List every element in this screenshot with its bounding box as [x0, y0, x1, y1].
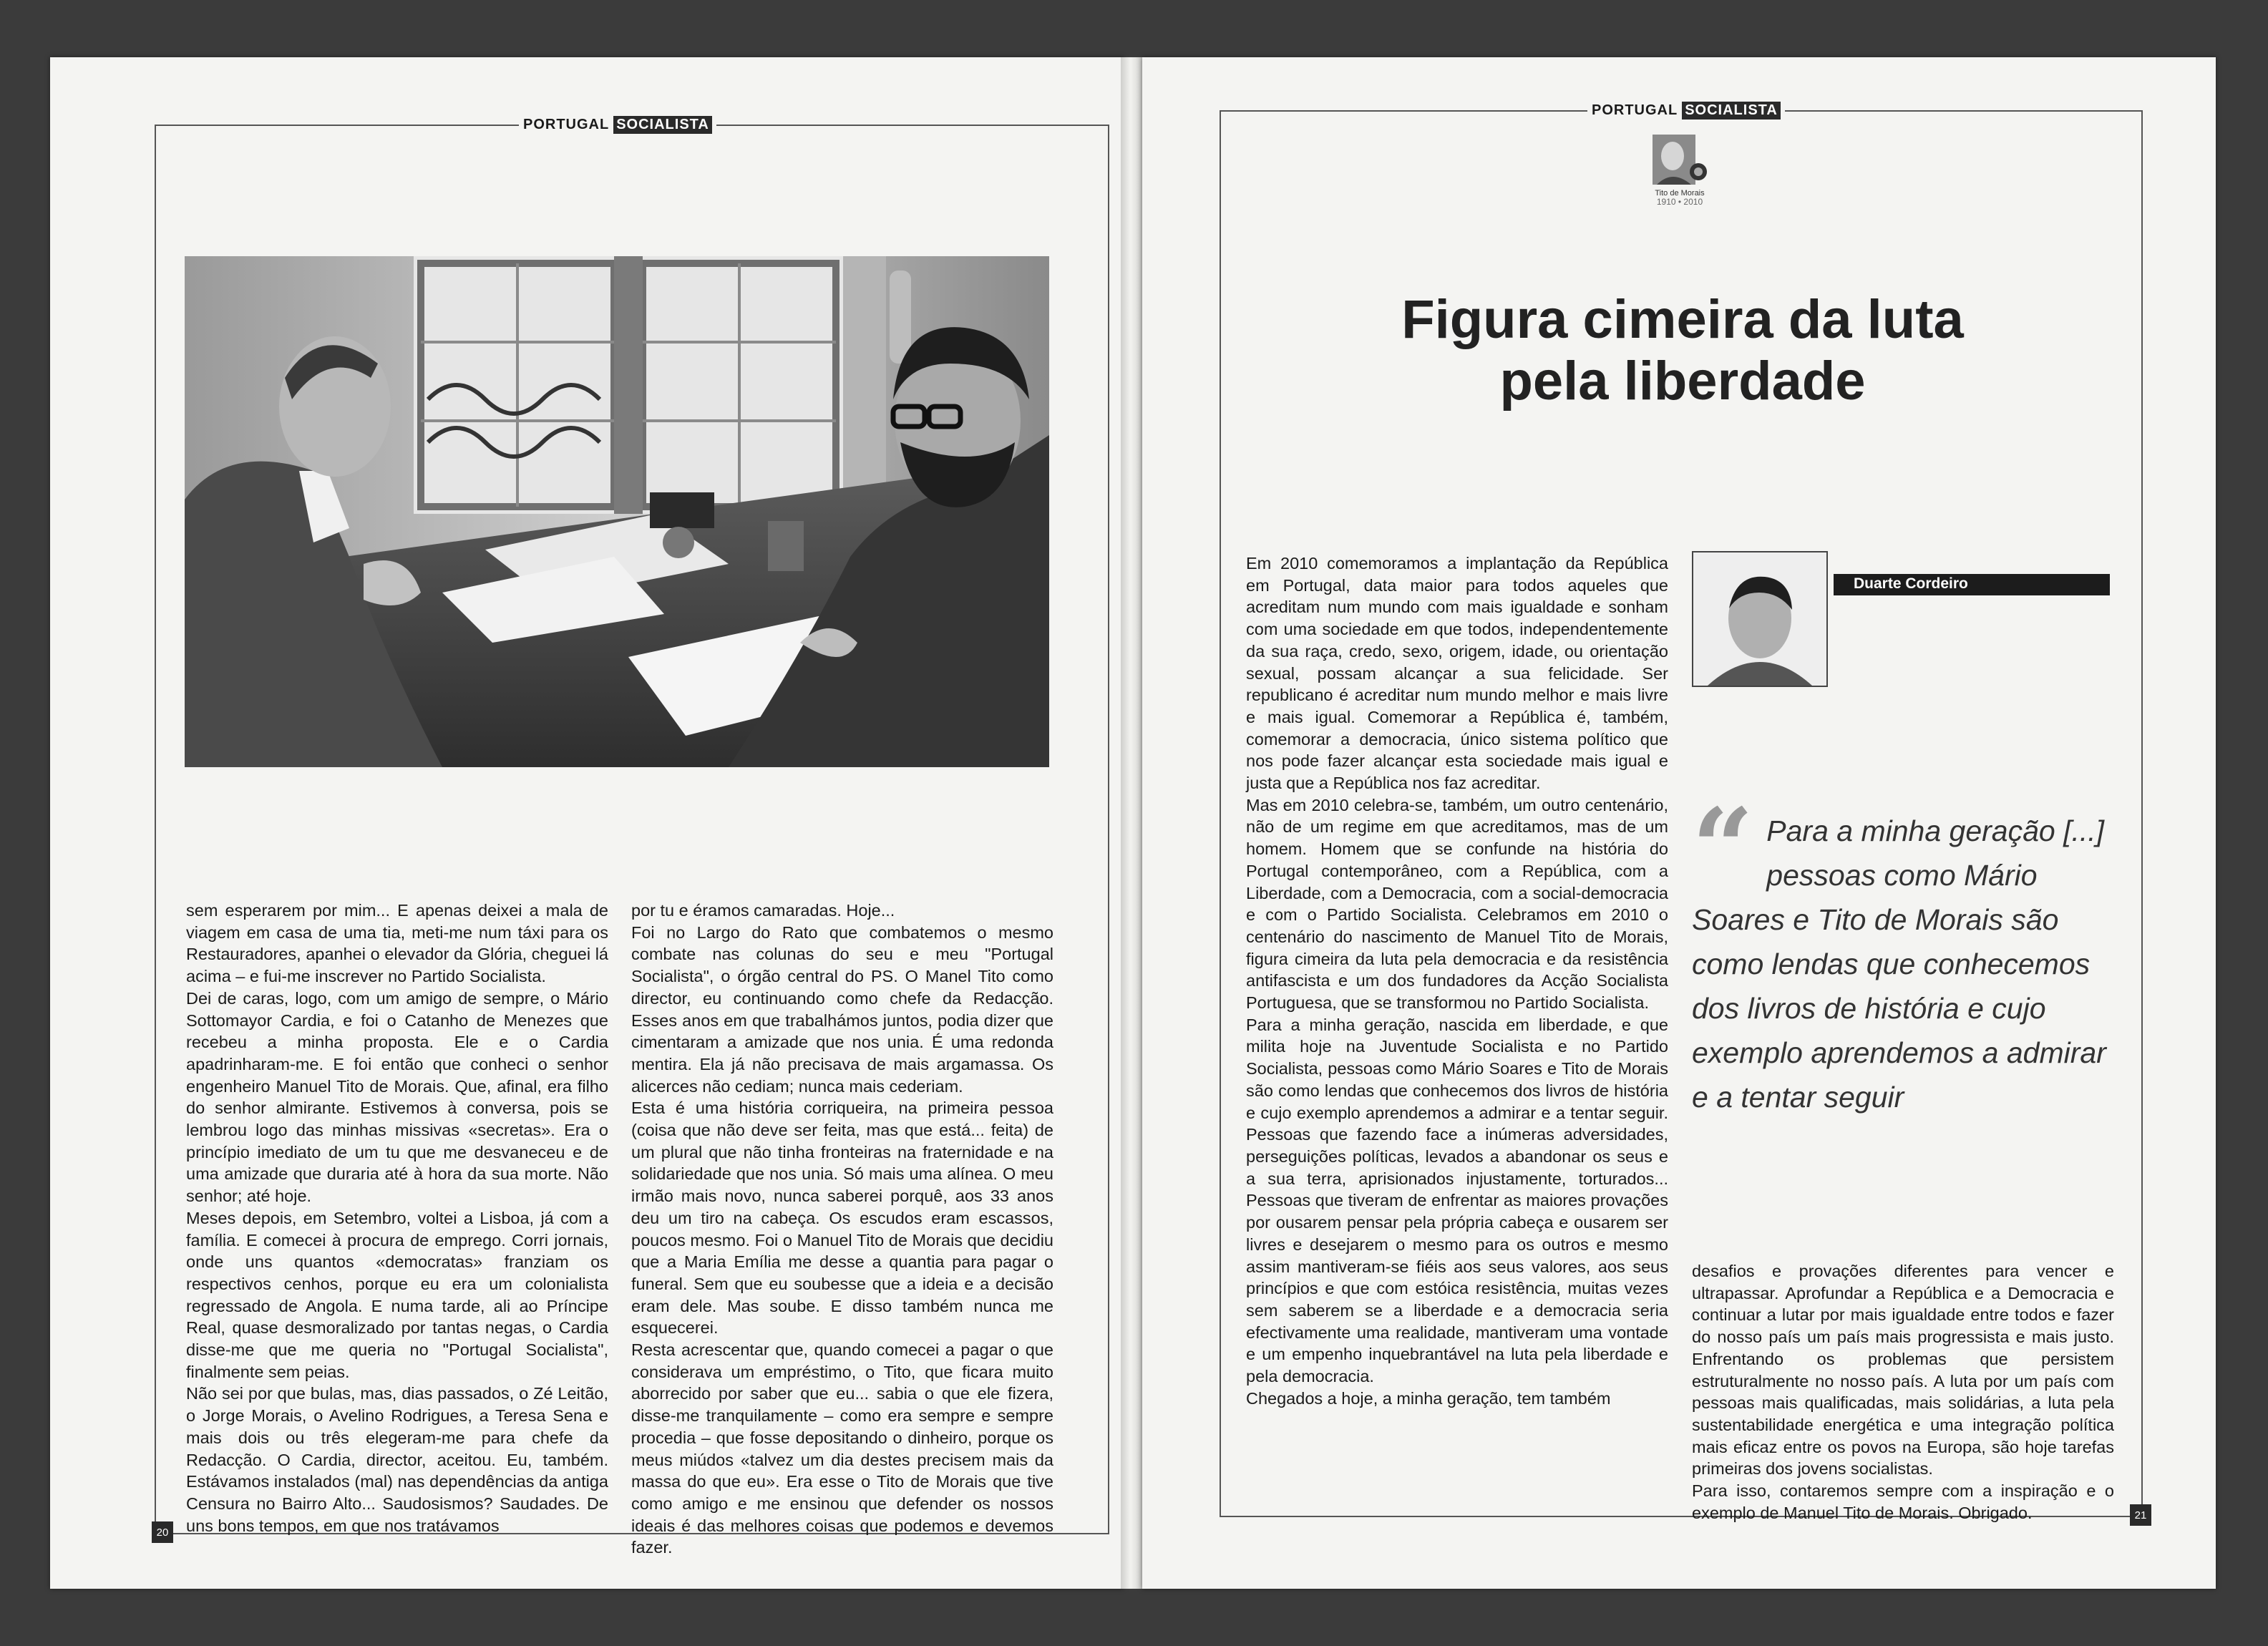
left-column-1 — [186, 900, 608, 1537]
left-col1-paragraph: sem esperarem por mim... E apenas deixei a mala de viagem em casa de uma tia, meti-me num táxi para os Restauradores, apanhei o elevador da Glória, cheguei lá acima – e fui-me inscrever no Partido Socialista. — [186, 901, 608, 986]
left-column-2 — [631, 900, 1053, 1559]
headline — [1314, 289, 2051, 412]
pull-quote-text: Para a minha geração [...] pessoas como Mário Soares e Tito de Morais são como lendas que conhecemos dos livros de história e cujo exemplo aprendemos a admirar e a tentar seguir — [1692, 814, 2106, 1114]
left-col2-paragraph: por tu e éramos camaradas. Hoje... — [631, 901, 895, 920]
right-page — [1142, 57, 2216, 1589]
author-name: Duarte Cordeiro — [1854, 575, 1968, 592]
page-number-right: 21 — [2130, 1504, 2151, 1526]
left-col1-paragraph: Não sei por que bulas, mas, dias passados, o Zé Leitão, o Jorge Morais, o Avelino Rodrigues, a Teresa Sena e mais dois ou três elegeram-me para chefe da Redacção. O Cardia, director, aceitou. Eu, também. Estávamos instalados (mal) nas dependências da antiga Censura no Bairro Alto... Saudosismos? Saudades. De uns bons tempos, em que nos tratávamos — [186, 1384, 608, 1535]
headline-line-1: Figura cimeira da luta — [1401, 289, 1964, 350]
masthead-portugal: PORTUGAL — [1592, 102, 1678, 118]
masthead-right — [1587, 102, 1785, 120]
portrait-and-rose-emblem — [1651, 133, 1708, 189]
quote-mark-icon: “ — [1692, 785, 1754, 911]
spine — [1121, 57, 1145, 1589]
right-col1-paragraph: Mas em 2010 celebra-se, também, um outro centenário, não de um regime em que acreditamos, mas de um homem. Homem que se confunde na história do Portugal contemporâneo, com a República, com a Liberdade, com a Democracia, com a social-democracia e com o Partido Socialista. Celebramos em 2010 o centenário do nascimento de Manuel Tito de Morais, figura cimeira da luta pela democracia e da resistência antifascista e um dos fundadores da Acção Socialista Portuguesa, que se transformou no Partido Socialista. — [1246, 795, 1668, 1013]
left-col2-paragraph: Resta acrescentar que, quando comecei a pagar o que considerava um empréstimo, o Tito, que ficara muito aborrecido por saber que eu... sabia o que ele fizera, disse-me tranquilamente – como era sempre e sempre procedia – que fosse depositando o dinheiro, porque os meus miúdos «talvez um dia destes precisem mais da massa do que eu». Era esse o Tito de Morais que tive como amigo e me ensinou que defender os nossos ideais é das melhores coisas que podemos e devemos fazer. — [631, 1340, 1053, 1557]
logo-title: Tito de Morais — [1655, 189, 1705, 198]
author-bar — [1834, 574, 2110, 595]
masthead-socialista: SOCIALISTA — [1682, 102, 1781, 120]
pull-quote — [1692, 785, 2114, 1119]
right-column-1 — [1246, 552, 1668, 1409]
masthead-left — [519, 116, 716, 134]
right-col2-paragraph: desafios e provações diferentes para vencer e ultrapassar. Aprofundar a República e a Democracia e continuar a lutar por mais igualdade entre todos e fazer do nosso país um país mais progressista e mais justo. Enfrentando os problemas que persistem estruturalmente no nosso país. A luta por um país com pessoas mais qualificadas, mais solidárias, a luta pela sustentabilidade energética e uma integração política mais eficaz entre os povos na Europa, são hoje tarefas primeiras dos jovens socialistas. — [1692, 1262, 2114, 1479]
page-number-left: 20 — [152, 1521, 173, 1543]
right-col1-paragraph: Em 2010 comemoramos a implantação da República em Portugal, data maior para todos aqueles que acreditam num mundo com mais igualdade e sonham com uma sociedade em que todos, independentemente da sua raça, credo, sexo, origem, idade, ou orientação sexual, possam alcançar a sua felicidade. Ser republicano é acreditar num mundo melhor e mais livre e mais igual. Comemorar a República é, também, comemorar a democracia, único sistema político que nos pode fazer alcançar esta sociedade mais igual e justa que a República nos faz acreditar. — [1246, 554, 1668, 793]
logo-years: 1910 • 2010 — [1656, 197, 1703, 207]
headline-line-2: pela liberdade — [1499, 351, 1866, 412]
right-col2-paragraph: Para isso, contaremos sempre com a inspiração e o exemplo de Manuel Tito de Morais. Obrigado. — [1692, 1481, 2114, 1522]
left-col2-paragraph: Foi no Largo do Rato que combatemos o mesmo combate nas colunas do seu e meu "Portugal Socialista", o órgão central do PS. O Manel Tito como director, eu continuando como chefe da Redacção. Esses anos em que trabalhámos juntos, podia dizer que cimentaram a amizade que nos unia. É uma redonda mentira. Ela já não precisava de mais argamassa. Os alicerces não cediam; nunca mais cederiam. — [631, 922, 1053, 1096]
masthead-socialista: SOCIALISTA — [613, 116, 712, 134]
centenary-logo — [1649, 133, 1710, 219]
right-col1-paragraph: Chegados a hoje, a minha geração, tem também — [1246, 1388, 1611, 1408]
author-photo — [1692, 551, 1828, 687]
left-col1-paragraph: Dei de caras, logo, com um amigo de sempre, o Mário Sottomayor Cardia, e foi o Catanho de Menezes que recebeu a minha proposta. Ele e o Cardia apadrinharam-me. E foi então que conheci o senhor engenheiro Manuel Tito de Morais. Que, afinal, era filho do senhor almirante. Estivemos à conversa, pois se lembrou logo das minhas missivas «secretas». Era o princípio imediato de um tu que me desvaneceu e de uma amizade que duraria até à hora da sua morte. Não senhor; até hoje. — [186, 988, 608, 1206]
left-page — [50, 57, 1124, 1589]
left-col1-paragraph: Meses depois, em Setembro, voltei a Lisboa, já com a família. E comecei à procura de emprego. Corri jornais, onde uns quantos «democratas» franziam os respectivos cenhos, porque eu era um colonialista regressado de Angola. E numa tarde, ali ao Príncipe Real, quase desmoralizado por tantas negas, o Cardia disse-me que me queria no "Portugal Socialista", finalmente sem peias. — [186, 1208, 608, 1381]
right-col1-paragraph: Para a minha geração, nascida em liberdade, e que milita hoje na Juventude Socialista e no Partido Socialista, pessoas como Mário Soares e Tito de Morais são como lendas que conhecemos dos livros de história e cujo exemplo aprendemos a admirar e a tentar seguir. Pessoas que fazendo face a inúmeras adversidades, perseguições políticas, levados a abandonar os seus e a sua terra, aprisionados injustamente, torturados... Pessoas que tiveram de enfrentar as maiores provações por ousarem pensar pela própria cabeça e ousarem ser livres e desejarem o mesmo para os outros e mesmo assim mantiveram-se fiéis aos seus valores, aos seus princípios e que com estóica resistência, muitas vezes sem saberem se a liberdade e a democracia seria efectivamente uma realidade, mantiveram uma vontade e um empenho inquebrantável na luta pela liberdade e pela democracia. — [1246, 1015, 1668, 1386]
left-col2-paragraph: Esta é uma história corriqueira, na primeira pessoa (coisa que não deve ser feita, mas que está... feita) de um plural que não tinha fronteiras na fraternidade e na solidariedade que nos unia. Só mais uma alínea. O meu irmão mais novo, nunca saberei porquê, aos 33 anos deu um tiro na cabeça. Os escudos eram escassos, poucos mesmo. Foi o Manuel Tito de Morais que decidiu que a Maria Emília me desse a quantia para pagar o funeral. Sem que eu soubesse que a ideia e a decisão eram dele. Mas soube. E disso também nunca me esquecerei. — [631, 1099, 1053, 1338]
photo-two-men-at-desk — [185, 256, 1049, 767]
author-portrait — [1693, 552, 1826, 686]
right-column-2 — [1692, 1260, 2114, 1524]
masthead-portugal: PORTUGAL — [523, 117, 610, 132]
